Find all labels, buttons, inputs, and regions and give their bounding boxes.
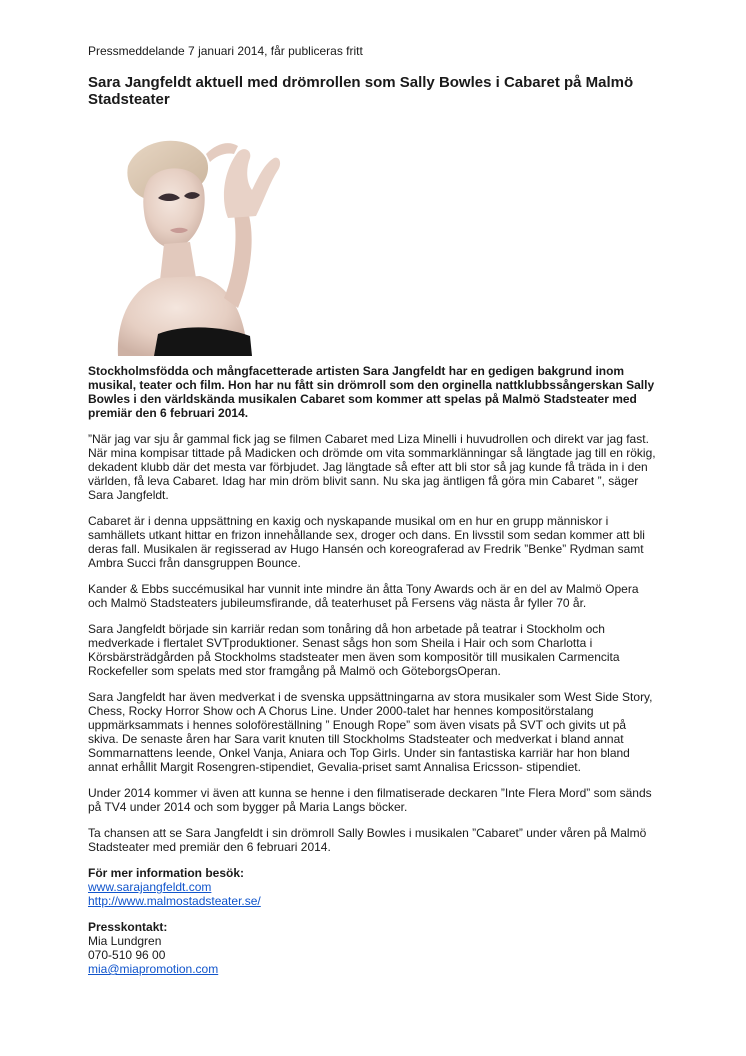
lead-paragraph: Stockholmsfödda och mångfacetterade artisten Sara Jangfeldt har en gedigen bakgrund inom musikal, teater och film. Hon har nu fått sin drömroll som den orginella nattklubbssångerskan Sally Bowles i den världskända musikalen Cabaret som kommer att spelas på Malmö Stadsteater med premiär den 6 februari 2014.: [88, 364, 655, 420]
body-paragraph-5: Sara Jangfeldt har även medverkat i de svenska uppsättningarna av stora musikaler som West Side Story, Chess, Rocky Horror Show och A Chorus Line. Under 2000-talet har hennes kompositörstalang uppmärksammats i hennes soloföreställning ” Enough Rope” som även visats på SVT och givits ut på skiva. De senaste åren har Sara varit knuten till Stockholms Stadsteater och medverkat i bland annat Sommarnattens leende, Onkel Vanja, Aniara och Top Girls. Under sin fantastiska karriär har hon bland annat erhållit Margit Rosengren-stipendiet, Gevalia-priset samt Annalisa Ericsson- stipendiet.: [88, 690, 653, 774]
body-paragraph-3: Kander & Ebbs succémusikal har vunnit inte mindre än åtta Tony Awards och är en del av Malmö Opera och Malmö Stadsteaters jubileumsfirande, då teaterhuset på Fersens väg nästa år fyller 70 år.: [88, 582, 639, 610]
contact-name: Mia Lundgren: [88, 934, 162, 948]
website-link-malmostadsteater[interactable]: http://www.malmostadsteater.se/: [88, 894, 261, 908]
body-paragraph-6: Under 2014 kommer vi även att kunna se henne i den filmatiserade deckaren ”Inte Flera Mord” som sänds på TV4 under 2014 och som bygger på Maria Langs böcker.: [88, 786, 652, 814]
dateline: Pressmeddelande 7 januari 2014, får publiceras fritt: [88, 44, 363, 58]
contact-email-link[interactable]: mia@miapromotion.com: [88, 962, 219, 976]
headline: Sara Jangfeldt aktuell med drömrollen som Sally Bowles i Cabaret på Malmö Stadsteater: [88, 74, 634, 108]
press-release: [88, 44, 660, 976]
press-contact-section: [88, 920, 660, 976]
more-info-section: [88, 866, 660, 908]
press-contact-label: Presskontakt:: [88, 920, 168, 934]
body-paragraph-4: Sara Jangfeldt började sin karriär redan som tonåring då hon arbetade på teatrar i Stockholm och medverkade i flertalet SVTproduktioner. Senast sågs hon som Sheila i Hair och som Charlotta i Körsbärsträdgården på Stockholms stadsteater men även som kompositör till musikalen Carmencita Rockefeller som spelats med stor framgång på Malmö och GöteborgsOperan.: [88, 622, 620, 678]
body-paragraph-7: Ta chansen att se Sara Jangfeldt i sin drömroll Sally Bowles i musikalen ”Cabaret” under våren på Malmö Stadsteater med premiär den 6 februari 2014.: [88, 826, 647, 854]
contact-phone: 070-510 96 00: [88, 948, 166, 962]
more-info-label: För mer information besök:: [88, 866, 245, 880]
portrait-photo: [88, 128, 292, 356]
body-paragraph-1: ”När jag var sju år gammal fick jag se filmen Cabaret med Liza Minelli i huvudrollen och direkt var jag fast. När mina kompisar tittade på Madicken och drömde om vita sommarklänningar så längtade jag till en rökig, dekadent klubb där det mesta var förbjudet. Jag längtade så efter att bli stor så jag kunde få träda in i den världen, få leva Cabaret. Idag har min dröm blivit sann. Nu ska jag äntligen få göra min Cabaret ”, säger Sara Jangfeldt.: [88, 432, 656, 502]
body-paragraph-2: Cabaret är i denna uppsättning en kaxig och nyskapande musikal om en hur en grupp människor i samhällets utkant hittar en frizon innehållande sex, droger och dans. En livsstil som sedan kommer att bli deras fall. Musikalen är regisserad av Hugo Hansén och koreograferad av Fredrik ”Benke” Rydman samt Ambra Succi från dansgruppen Bounce.: [88, 514, 645, 570]
website-link-sarajangfeldt[interactable]: www.sarajangfeldt.com: [88, 880, 212, 894]
